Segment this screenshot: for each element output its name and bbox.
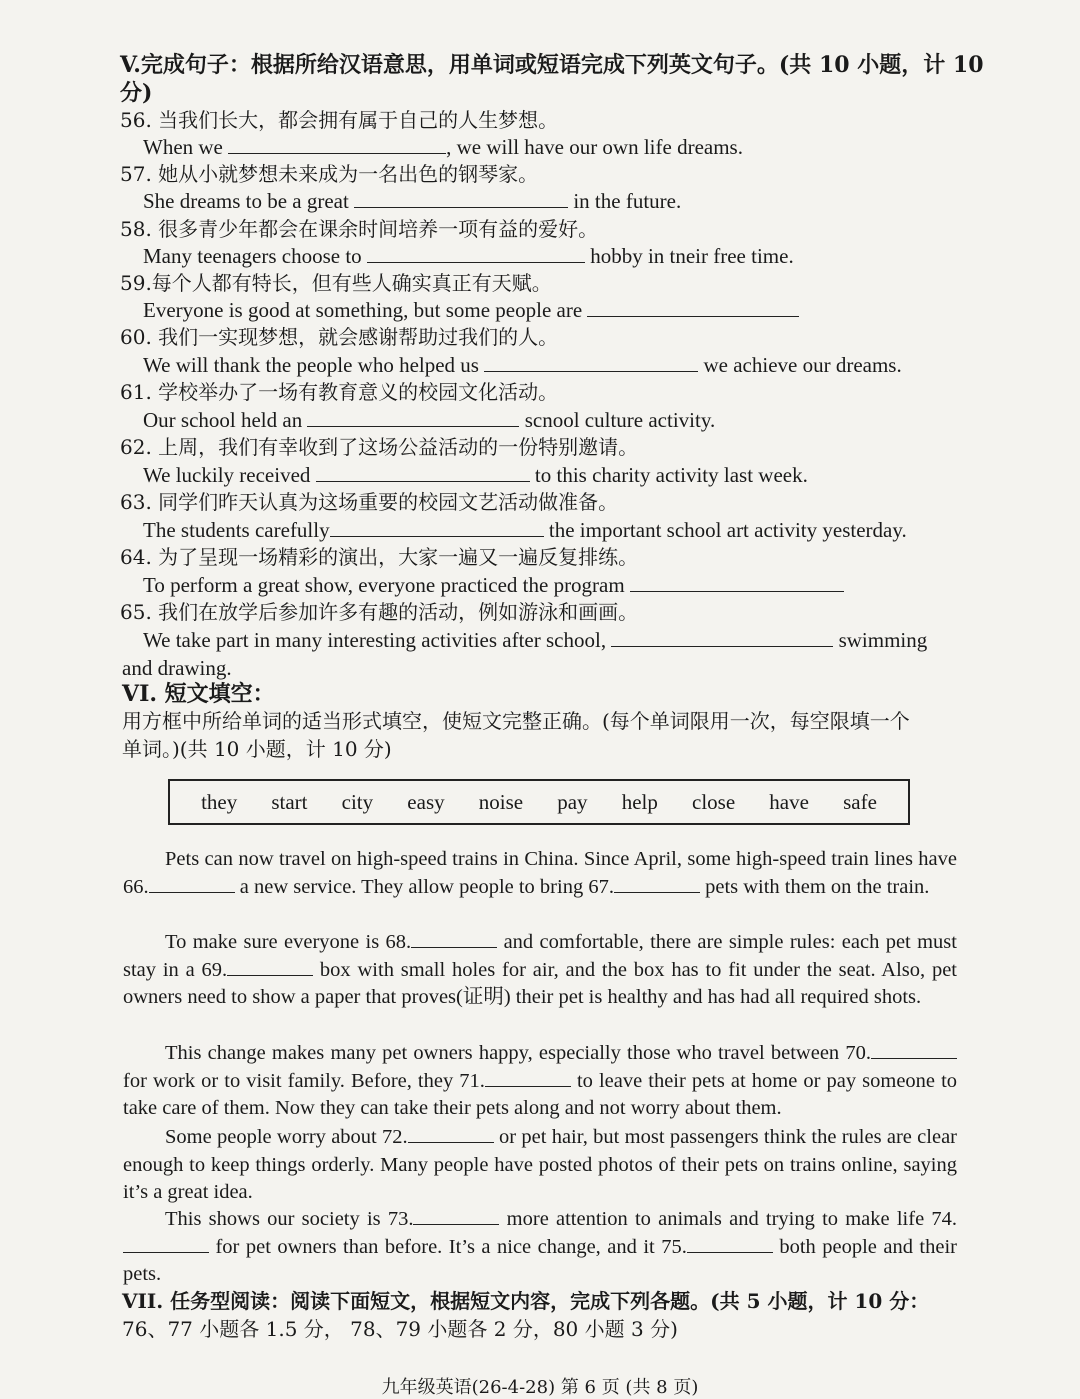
passage-paragraph-4: Some people worry about 72. or pet hair, but most passengers think the rules are clear enough to keep things orderly. Many people have posted photos of their pets on trains online, saying it’s a great idea.: [123, 1126, 958, 1204]
answer-blank[interactable]: [687, 1236, 773, 1253]
section-v-header: V.完成句子：根据所给汉语意思，用单词或短语完成下列英文句子。(共 10 小题，计 10: [120, 52, 984, 78]
word-bank-item: have: [769, 789, 809, 814]
section-vi-instruction: 用方框中所给单词的适当形式填空，使短文完整正确。(每个单词限用一次，每空限填一个: [122, 709, 910, 733]
section-v-header-cont: 分): [120, 80, 153, 106]
section-vi-header: VI. 短文填空：: [122, 681, 275, 707]
answer-blank[interactable]: [227, 959, 313, 976]
q60-cn: 60. 我们一实现梦想，就会感谢帮助过我们的人。: [120, 325, 559, 349]
answer-blank[interactable]: [228, 135, 446, 154]
q60-en: We will thank the people who helped us we achieve our dreams.: [143, 353, 902, 377]
q58-en: Many teenagers choose to hobby in tneir free time.: [143, 244, 794, 268]
answer-blank[interactable]: [354, 189, 568, 208]
q61-cn: 61. 学校举办了一场有教育意义的校园文化活动。: [120, 380, 559, 404]
answer-blank[interactable]: [123, 1236, 209, 1253]
answer-blank[interactable]: [587, 298, 799, 317]
q63-cn: 63. 同学们昨天认真为这场重要的校园文艺活动做准备。: [120, 490, 619, 514]
word-bank-item: pay: [557, 789, 588, 814]
word-bank-item: they: [201, 789, 238, 814]
q63-en: The students carefully the important school art activity yesterday.: [143, 518, 907, 542]
passage-paragraph-3: This change makes many pet owners happy, especially those who travel between 70. for work or to visit family. Before, they 71. to leave their pets at home or pay someone to take care of them. Now they can take their pets along and not worry about them.: [123, 1042, 958, 1120]
word-bank-item: city: [341, 789, 374, 814]
section-vi-instruction-cont: 单词。)(共 10 小题，计 10 分): [122, 737, 392, 761]
page-footer: 九年级英语(26-4-28) 第 6 页 (共 8 页): [381, 1377, 699, 1398]
word-bank: [168, 779, 910, 825]
q65-en-cont: and drawing.: [122, 656, 232, 680]
answer-blank[interactable]: [484, 353, 698, 372]
q59-cn: 59.每个人都有特长，但有些人确实真正有天赋。: [120, 271, 552, 295]
word-bank-item: start: [271, 789, 308, 814]
answer-blank[interactable]: [367, 244, 585, 263]
q65-en: We take part in many interesting activities after school, swimming: [143, 628, 928, 652]
section-vii-header-cont: 76、77 小题各 1.5 分， 78、79 小题各 2 分，80 小题 3 分): [122, 1317, 678, 1341]
q64-cn: 64. 为了呈现一场精彩的演出，大家一遍又一遍反复排练。: [120, 545, 639, 569]
word-bank-item: close: [692, 789, 736, 814]
answer-blank[interactable]: [413, 1208, 499, 1225]
q62-cn: 62. 上周，我们有幸收到了这场公益活动的一份特别邀请。: [120, 435, 639, 459]
answer-blank[interactable]: [316, 463, 530, 482]
word-bank-item: easy: [407, 789, 445, 814]
q57-cn: 57. 她从小就梦想未来成为一名出色的钢琴家。: [120, 162, 539, 186]
answer-blank[interactable]: [611, 628, 833, 647]
passage-paragraph-2: To make sure everyone is 68. and comfortable, there are simple rules: each pet must stay in a 69. box with small holes for air, and the box has to fit under the seat. Also, pet owners need to show a paper that proves(证明) their pet is healthy and has had all required shots.: [123, 931, 957, 1009]
answer-blank[interactable]: [149, 876, 235, 893]
q65-cn: 65. 我们在放学后参加许多有趣的活动，例如游泳和画画。: [120, 600, 639, 624]
passage-paragraph-5: This shows our society is 73. more attention to animals and trying to make life 74. for pet owners than before. It’s a nice change, and it 75. both people and their pets.: [123, 1208, 957, 1286]
passage-paragraph-1: Pets can now travel on high-speed trains in China. Since April, some high-speed train lines have 66. a new service. They allow people to bring 67. pets with them on the train.: [123, 848, 957, 898]
word-bank-item: noise: [478, 789, 524, 814]
answer-blank[interactable]: [485, 1070, 571, 1087]
q57-en: She dreams to be a great in the future.: [143, 189, 682, 213]
q56-cn: 56. 当我们长大，都会拥有属于自己的人生梦想。: [120, 108, 559, 132]
q62-en: We luckily received to this charity activity last week.: [143, 463, 808, 487]
answer-blank[interactable]: [614, 876, 700, 893]
answer-blank[interactable]: [330, 518, 544, 537]
q61-en: Our school held an scnool culture activity.: [143, 408, 716, 432]
word-bank-item: safe: [843, 789, 877, 814]
answer-blank[interactable]: [408, 1126, 494, 1143]
answer-blank[interactable]: [307, 408, 519, 427]
answer-blank[interactable]: [871, 1042, 957, 1059]
q64-en: To perform a great show, everyone practiced the program: [143, 572, 844, 598]
q59-en: Everyone is good at something, but some people are: [143, 297, 799, 323]
q56-en: When we , we will have our own life dreams.: [143, 135, 743, 159]
word-bank-item: help: [621, 789, 658, 814]
answer-blank[interactable]: [630, 573, 844, 592]
section-vii-header: VII. 任务型阅读：阅读下面短文，根据短文内容，完成下列各题。(共 5 小题，计 10 分：: [122, 1289, 930, 1313]
q58-cn: 58. 很多青少年都会在课余时间培养一项有益的爱好。: [120, 217, 599, 241]
answer-blank[interactable]: [411, 931, 497, 948]
